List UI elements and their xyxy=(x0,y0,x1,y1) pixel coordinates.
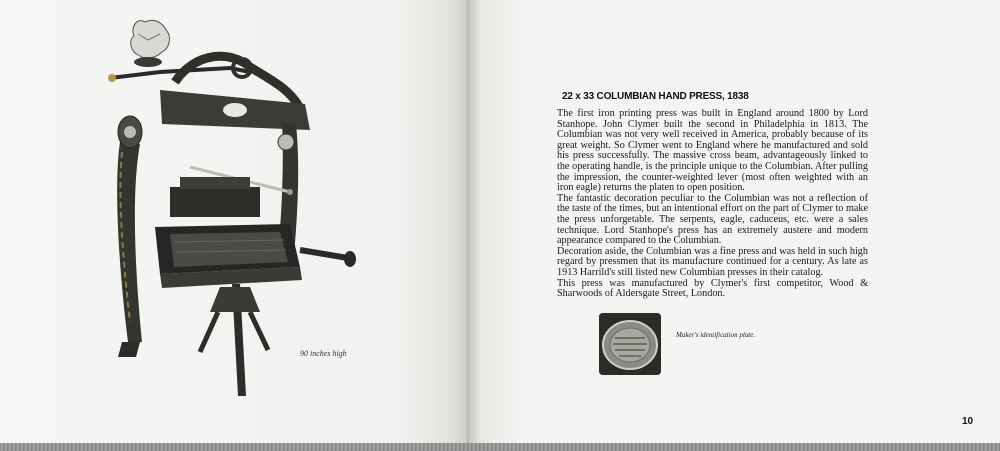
left-page xyxy=(0,0,466,451)
paragraph: Decoration aside, the Columbian was a fine press and was held in such high regard by pressmen that its manufacture continued for a century. As late as 1913 Harrild's still listed new Columbian presses in their catalog. xyxy=(557,245,868,278)
page-edge-strip xyxy=(0,443,1000,451)
article-heading: 22 x 33 COLUMBIAN HAND PRESS, 1838 xyxy=(562,91,749,102)
page-number: 10 xyxy=(962,416,974,427)
press-height-caption: 90 inches high xyxy=(300,349,347,358)
maker-plate-photo xyxy=(599,313,661,375)
article-body xyxy=(557,109,868,300)
eagle-figure xyxy=(131,20,170,67)
paragraph: The fantastic decoration peculiar to the Columbian was not a reflection of the taste of the times, but an intentional effort on the part of Clymer to make the press unforgetable. The serpents, eagle, caduceus, etc. were a sales technique. Lord Stanhope's press has an extremely austere and modern appearance compared to the Columbian. xyxy=(557,192,869,247)
paragraph: The first iron printing press was built in England around 1800 by Lord Stanhope. John Clymer built the second in Philadelphia in 1813. The Columbian was not very well received in America, probably because of its great weight. So Clymer went to England where he manufactured and sold his press successfully. The massive cross beam, advantageously linked to the operating handle, is the principle unique to the Columbian. After pulling the impression, the counter-weighted lever (most often weighted with an iron eagle) returns the platen to open position. xyxy=(557,108,868,194)
columbian-press-photo xyxy=(100,12,360,397)
plate-caption: Maker's identification plate. xyxy=(676,331,756,339)
paragraph: This press was manufactured by Clymer's first competitor, Wood & Sharwoods of Aldersgate Street, London. xyxy=(557,277,868,300)
